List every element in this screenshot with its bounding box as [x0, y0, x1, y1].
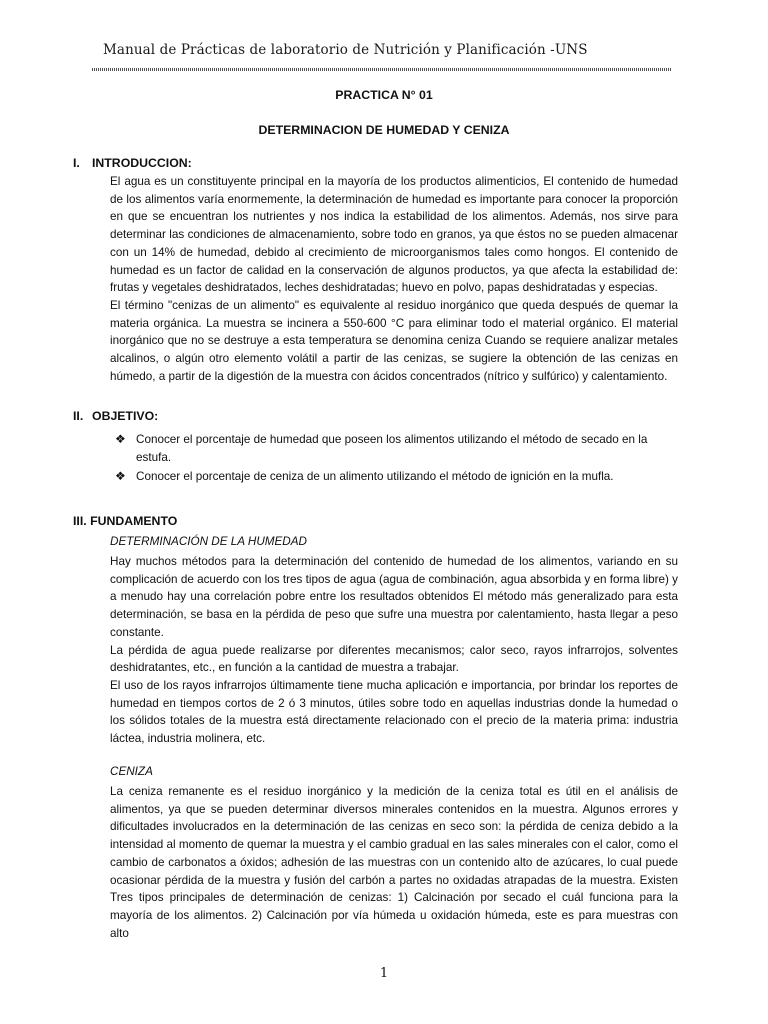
objective-list	[112, 431, 652, 488]
section-intro-number: I.	[73, 156, 80, 170]
section-objective-number: II.	[73, 409, 84, 423]
intro-paragraph: El agua es un constituyente principal en la mayoría de los productos alimenticios, El contenido de humedad de los alimentos varía enormemente, la determinación de humedad es importante para conocer la proporción en que se encuentran los nutrientes y nos indica la estabilidad de los alimentos. Además, nos sirve para determinar las condiciones de almacenamiento, sobre todo en granos, ya que éstos no se pueden almacenar con un 14% de humedad, debido al crecimiento de microorganismos tales como hongos. El contenido de humedad es un factor de calidad en la conservación de algunos productos, ya que afecta la estabilidad de: frutas y vegetales deshidratados, leches deshidratadas; huevo en polvo, papas deshidratadas y especias.	[110, 175, 678, 295]
intro-body	[110, 173, 678, 385]
section-fundamento-heading: III. FUNDAMENTO	[73, 514, 178, 528]
section-intro-heading	[73, 156, 192, 170]
section-objective-title: OBJETIVO:	[92, 409, 159, 423]
list-item	[112, 468, 652, 486]
running-header: Manual de Prácticas de laboratorio de Nutrición y Planificación -UNS	[103, 42, 588, 58]
practice-title: PRACTICA N° 01	[335, 88, 433, 102]
practice-subtitle: DETERMINACION DE HUMEDAD Y CENIZA	[258, 123, 510, 137]
diamond-bullet-icon: ❖	[115, 432, 126, 446]
ceniza-paragraph: La ceniza remanente es el residuo inorgánico y la medición de la ceniza total es útil en el análisis de alimentos, ya que se pueden determinar diversos minerales contenidos en la muestra. Algunos errores y dificultades involucrados en la determinación de las cenizas en seco son: la pérdida de ceniza debido a la intensidad al momento de quemar la muestra y el cambio gradual en las sales minerales con el calor, como el cambio de carbonatos a óxidos; adhesión de las muestras con un contenido alto de azúcares, lo cual puede ocasionar pérdida de la muestra y fusión del carbón a partes no oxidadas atrapadas de la muestra. Existen Tres tipos principales de determinación de cenizas: 1) Calcinación por secado el cuál funciona para la mayoría de los alimentos. 2) Calcinación por vía húmeda u oxidación húmeda, este es para muestras con alto	[110, 785, 678, 940]
humedad-paragraph: El uso de los rayos infrarrojos últimamente tiene mucha aplicación e importancia, por brindar los reportes de humedad en tiempos cortos de 2 ó 3 minutos, útiles sobre todo en aquellas industrias donde la humedad o los sólidos totales de la muestra está directamente relacionado con el precio de la materia prima: industria láctea, industria molinera, etc.	[110, 678, 678, 746]
diamond-bullet-icon: ❖	[115, 469, 126, 484]
section-objective-heading	[73, 409, 158, 423]
humedad-subheading: DETERMINACIÓN DE LA HUMEDAD	[110, 535, 307, 548]
header-dotted-rule	[92, 68, 672, 71]
page-number: 1	[379, 966, 389, 981]
list-item	[112, 431, 652, 466]
objective-text: Conocer el porcentaje de ceniza de un alimento utilizando el método de ignición en la mufla.	[136, 470, 614, 484]
humedad-body	[110, 553, 678, 748]
humedad-paragraph: La pérdida de agua puede realizarse por diferentes mecanismos; calor seco, rayos infrarrojos, solventes deshidratantes, etc., en función a la cantidad de muestra a trabajar.	[110, 643, 678, 675]
ceniza-subheading: CENIZA	[110, 765, 153, 778]
humedad-paragraph: Hay muchos métodos para la determinación del contenido de humedad de los alimentos, variando en su complicación de acuerdo con los tres tipos de agua (agua de combinación, agua absorbida y en forma libre) y a menudo hay una correlación pobre entre los resultados obtenidos El método más generalizado para esta determinación, se basa en la pérdida de peso que sufre una muestra por calentamiento, hasta llegar a peso constante.	[110, 555, 678, 639]
intro-paragraph: El término "cenizas de un alimento" es equivalente al residuo inorgánico que queda después de quemar la materia orgánica. La muestra se incinera a 550-600 °C para eliminar todo el material orgánico. El material inorgánico que no se destruye a esta temperatura se denomina ceniza Cuando se requiere analizar metales alcalinos, o algún otro elemento volátil a partir de las cenizas, se sugiere la obtención de las cenizas en húmedo, a partir de la digestión de la muestra con ácidos concentrados (nítrico y sulfúrico) y calentamiento.	[110, 298, 678, 383]
objective-text: Conocer el porcentaje de humedad que poseen los alimentos utilizando el método de secado en la estufa.	[136, 433, 648, 464]
ceniza-body	[110, 783, 678, 942]
section-intro-title: INTRODUCCION:	[92, 156, 192, 170]
